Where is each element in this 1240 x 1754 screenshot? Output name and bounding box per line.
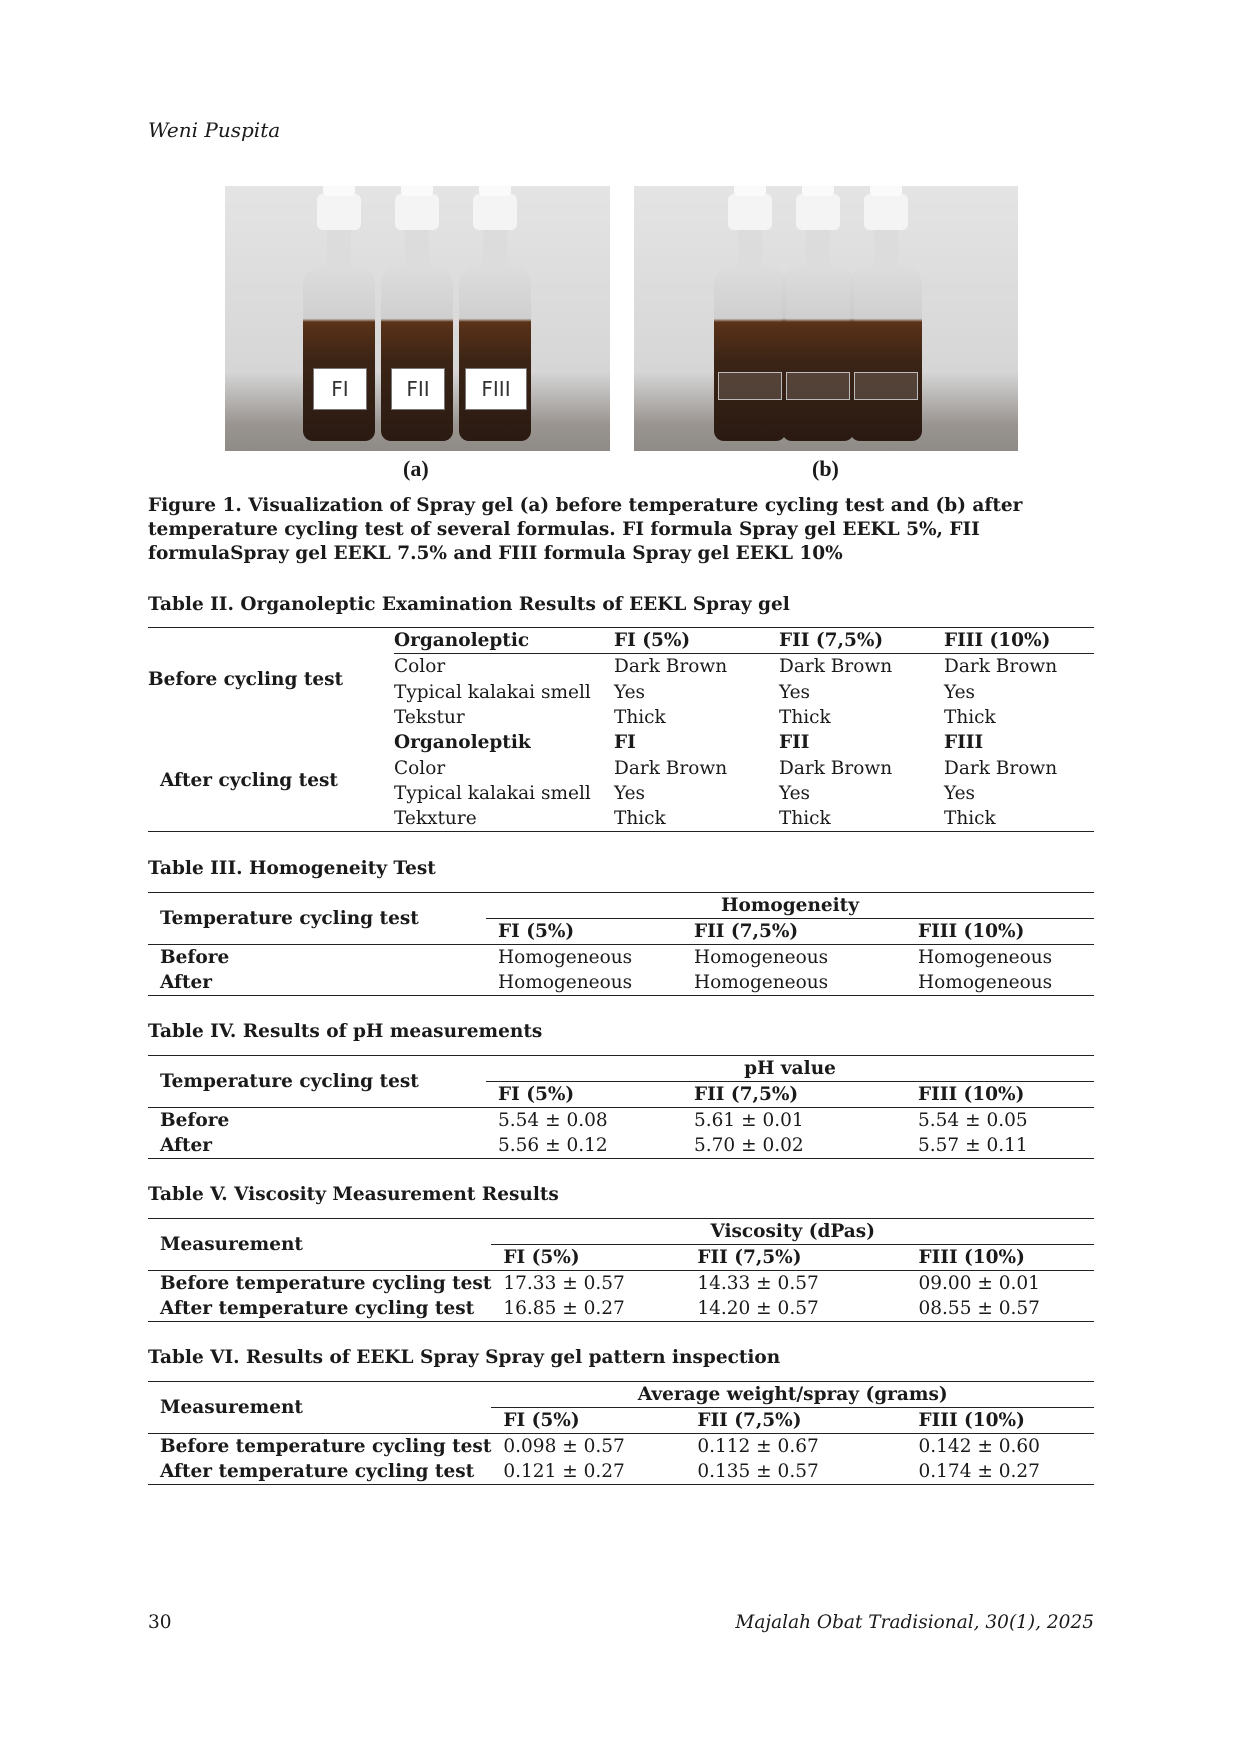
table-cell: Thick [614, 806, 779, 832]
table-cell: Dark Brown [944, 757, 1058, 779]
table-6-title: Table VI. Results of EEKL Spray Spray gel pattern inspection [148, 1347, 781, 1368]
table-2-after-label: After cycling test [148, 730, 394, 832]
figure-photo-before [225, 186, 610, 451]
table-4-row-header: Temperature cycling test [148, 1056, 486, 1108]
table-3-title: Table III. Homogeneity Test [148, 858, 436, 879]
table-cell: Dark Brown [944, 656, 1058, 678]
table-2-header-cell: FII (7,5%) [779, 628, 944, 654]
table-2-header-cell: Organoleptik [394, 732, 531, 754]
table-cell: Thick [779, 806, 944, 832]
table-cell: 5.54 ± 0.05 [918, 1110, 1028, 1131]
bottle-fiii [459, 266, 531, 441]
table-3 [148, 892, 1094, 996]
table-6 [148, 1381, 1094, 1485]
table-row [148, 1271, 1094, 1297]
figure-label-b: (b) [812, 456, 839, 481]
table-cell: 16.85 ± 0.27 [491, 1296, 697, 1322]
table-cell: 5.56 ± 0.12 [486, 1133, 694, 1159]
table-2 [148, 627, 1094, 832]
table-5-row-header: Measurement [148, 1219, 491, 1271]
table-5-group-header: Viscosity (dPas) [491, 1219, 1094, 1245]
table-row [148, 970, 1094, 996]
table-2-header-cell: FI (5%) [614, 628, 779, 654]
table-cell: After temperature cycling test [148, 1296, 491, 1322]
table-4-title: Table IV. Results of pH measurements [148, 1021, 543, 1042]
table-cell: 14.33 ± 0.57 [697, 1273, 819, 1294]
table-3-col-header: FIII (10%) [918, 919, 1094, 945]
figure-photo-after [634, 186, 1018, 451]
table-cell: 5.57 ± 0.11 [918, 1133, 1094, 1159]
handwritten-label [854, 372, 918, 400]
table-2-before-label: Before cycling test [148, 628, 394, 731]
table-cell: Yes [614, 681, 646, 703]
table-cell: Tekstur [394, 707, 465, 729]
bottle-fii-after [782, 266, 854, 441]
table-cell: Before temperature cycling test [160, 1273, 492, 1294]
table-cell: Before [160, 947, 230, 968]
table-row [148, 1459, 1094, 1485]
table-cell: Before [160, 1110, 230, 1131]
table-cell: 0.112 ± 0.67 [697, 1436, 819, 1457]
table-cell: 0.121 ± 0.27 [491, 1459, 697, 1485]
table-4-col-header: FII (7,5%) [694, 1082, 918, 1108]
table-cell: Homogeneous [498, 947, 633, 968]
table-cell: Typical kalakai smell [394, 782, 591, 804]
figure-caption: Figure 1. Visualization of Spray gel (a) before temperature cycling test and (b) after temperature cycling test of several formulas. FI formula Spray gel EEKL 5%, FII formulaSpray gel EEKL 7.5% and FIII formula Spray gel EEKL 10% [148, 495, 1023, 564]
table-3-col-header: FI (5%) [486, 919, 694, 945]
table-2-header-cell: FI [614, 732, 636, 754]
table-5-col-header: FII (7,5%) [697, 1245, 918, 1271]
table-5-col-header: FIII (10%) [919, 1245, 1095, 1271]
table-2-header-cell: FIII [944, 732, 984, 754]
table-cell: Color [394, 757, 446, 779]
table-cell: Yes [614, 782, 646, 804]
bottle-label-fiii: FIII [465, 368, 527, 410]
table-cell: Tekxture [394, 806, 614, 832]
bottle-label-fii: FII [391, 368, 445, 410]
table-3-row-header: Temperature cycling test [148, 893, 486, 945]
table-cell: 17.33 ± 0.57 [503, 1273, 625, 1294]
table-2-title: Table II. Organoleptic Examination Results of EEKL Spray gel [148, 594, 790, 615]
table-4-group-header: pH value [486, 1056, 1094, 1082]
table-cell: Homogeneous [694, 970, 918, 996]
table-cell: Yes [779, 782, 811, 804]
table-cell: Dark Brown [779, 656, 893, 678]
table-5-title: Table V. Viscosity Measurement Results [148, 1184, 559, 1205]
table-5-col-header: FI (5%) [491, 1245, 697, 1271]
table-cell: 0.098 ± 0.57 [503, 1436, 625, 1457]
table-cell: After [148, 970, 486, 996]
table-4-col-header: FIII (10%) [918, 1082, 1094, 1108]
table-cell: After [148, 1133, 486, 1159]
table-cell: Dark Brown [614, 757, 728, 779]
table-cell: 08.55 ± 0.57 [919, 1296, 1095, 1322]
table-6-col-header: FI (5%) [491, 1408, 697, 1434]
page-number: 30 [148, 1612, 172, 1633]
table-cell: Thick [614, 707, 666, 729]
table-2-header-cell: FII [779, 732, 810, 754]
table-cell: Dark Brown [614, 656, 728, 678]
running-head-author: Weni Puspita [148, 118, 281, 142]
table-row [148, 1434, 1094, 1460]
table-cell: 14.20 ± 0.57 [697, 1296, 918, 1322]
handwritten-label [718, 372, 782, 400]
bottle-fi-after [714, 266, 786, 441]
table-cell: 5.70 ± 0.02 [694, 1133, 918, 1159]
table-cell: 5.54 ± 0.08 [498, 1110, 608, 1131]
bottle-fiii-after [850, 266, 922, 441]
table-cell: Homogeneous [694, 947, 829, 968]
table-cell: Thick [944, 707, 996, 729]
bottle-label-fi: FI [313, 368, 367, 410]
table-6-row-header: Measurement [148, 1382, 491, 1434]
table-3-group-header: Homogeneity [486, 893, 1094, 919]
table-cell: Yes [944, 782, 976, 804]
table-5 [148, 1218, 1094, 1322]
table-4-col-header: FI (5%) [486, 1082, 694, 1108]
table-cell: Yes [779, 681, 811, 703]
table-cell: Thick [944, 806, 1094, 832]
table-cell: Thick [779, 707, 831, 729]
table-row [148, 1296, 1094, 1322]
table-cell: Homogeneous [918, 970, 1094, 996]
figure-label-a: (a) [403, 456, 429, 481]
table-cell: After temperature cycling test [148, 1459, 491, 1485]
table-cell: Dark Brown [779, 757, 893, 779]
table-row [148, 945, 1094, 971]
table-cell: Before temperature cycling test [160, 1436, 492, 1457]
table-2-header-cell: FIII (10%) [944, 628, 1094, 654]
table-6-col-header: FIII (10%) [919, 1408, 1095, 1434]
journal-citation: Majalah Obat Tradisional, 30(1), 2025 [735, 1612, 1094, 1633]
bottle-fi [303, 266, 375, 441]
table-2-header-cell: Organoleptic [394, 628, 614, 654]
table-cell: 0.142 ± 0.60 [918, 1436, 1040, 1457]
table-cell: Homogeneous [918, 947, 1053, 968]
table-6-col-header: FII (7,5%) [697, 1408, 918, 1434]
table-6-group-header: Average weight/spray (grams) [491, 1382, 1094, 1408]
table-row [148, 1133, 1094, 1159]
table-cell: 0.174 ± 0.27 [919, 1459, 1095, 1485]
table-cell: Yes [944, 681, 976, 703]
table-cell: 09.00 ± 0.01 [918, 1273, 1040, 1294]
table-row [148, 1108, 1094, 1134]
table-cell: Typical kalakai smell [394, 681, 591, 703]
table-cell: Homogeneous [486, 970, 694, 996]
table-cell: 0.135 ± 0.57 [697, 1459, 918, 1485]
table-3-col-header: FII (7,5%) [694, 919, 918, 945]
bottle-fii [381, 266, 453, 441]
table-cell: 5.61 ± 0.01 [694, 1110, 804, 1131]
table-cell: Color [394, 656, 446, 678]
table-4 [148, 1055, 1094, 1159]
handwritten-label [786, 372, 850, 400]
